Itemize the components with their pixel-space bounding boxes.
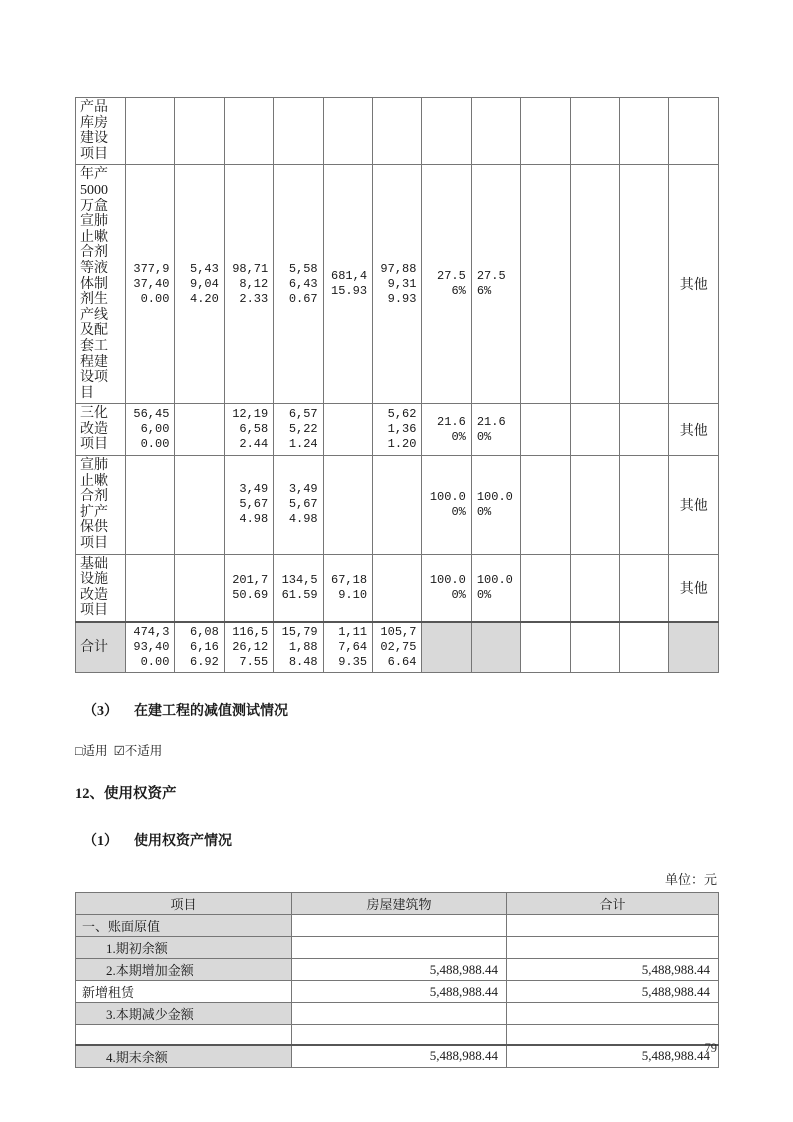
- amount-cell: [570, 165, 619, 404]
- amount-cell: 100.00%: [422, 456, 471, 555]
- rou-label-cell: 新增租赁: [76, 981, 292, 1003]
- amount-cell: [570, 98, 619, 165]
- funding-source-cell: 其他: [669, 456, 719, 555]
- project-name-cell: 产品库房建设项目: [76, 98, 126, 165]
- rou-value-cell: [507, 1003, 719, 1025]
- rou-value-cell: [507, 937, 719, 959]
- rou-value-cell: 5,488,988.44: [292, 959, 507, 981]
- amount-cell: [570, 404, 619, 456]
- amount-cell: [620, 165, 669, 404]
- rou-label-cell: [76, 1025, 292, 1045]
- amount-cell: [620, 554, 669, 622]
- amount-cell: 97,889,319.93: [373, 165, 422, 404]
- amount-cell: 100.00%: [471, 554, 520, 622]
- amount-cell: [373, 456, 422, 555]
- rou-value-cell: 5,488,988.44: [507, 981, 719, 1003]
- rou-row: [76, 937, 719, 959]
- heading-title: 使用权资产: [104, 786, 177, 802]
- funding-source-cell: 其他: [669, 165, 719, 404]
- rou-value-cell: [292, 915, 507, 937]
- heading-number: （3）: [83, 704, 118, 719]
- rou-value-cell: 5,488,988.44: [507, 1045, 719, 1068]
- rou-value-cell: [507, 1025, 719, 1045]
- amount-cell: 98,718,122.33: [224, 165, 273, 404]
- rou-value-cell: [292, 1003, 507, 1025]
- project-name-cell: 年产5000万盒宣肺止嗽合剂等液体制剂生产线及配套工程建设项目: [76, 165, 126, 404]
- amount-cell: [224, 98, 273, 165]
- rou-header-row: [76, 893, 719, 915]
- amount-cell: 15,791,888.48: [274, 622, 323, 673]
- amount-cell: [373, 98, 422, 165]
- funding-source-cell: 其他: [669, 404, 719, 456]
- amount-cell: 681,415.93: [323, 165, 372, 404]
- not-applicable-checkbox-checked: ☑不适用: [113, 744, 163, 758]
- heading-title: 使用权资产情况: [134, 834, 232, 849]
- amount-cell: [521, 165, 570, 404]
- rou-header-total: 合计: [507, 893, 719, 915]
- amount-cell: 6,086,166.92: [175, 622, 224, 673]
- amount-cell: [274, 98, 323, 165]
- amount-cell: 27.56%: [422, 165, 471, 404]
- rou-header-buildings: 房屋建筑物: [292, 893, 507, 915]
- amount-cell: 377,937,400.00: [126, 165, 175, 404]
- amount-cell: 100.00%: [471, 456, 520, 555]
- project-row: [76, 456, 719, 555]
- applicable-checkbox-unchecked: □适用: [75, 744, 108, 758]
- unit-label: 单位：元: [664, 872, 717, 887]
- amount-cell: 474,393,400.00: [126, 622, 175, 673]
- heading-number: （1）: [83, 834, 118, 849]
- amount-cell: [422, 622, 471, 673]
- amount-cell: [422, 98, 471, 165]
- amount-cell: [521, 554, 570, 622]
- funding-source-cell: [669, 622, 719, 673]
- project-name-cell: 宣肺止嗽合剂扩产保供项目: [76, 456, 126, 555]
- amount-cell: [323, 456, 372, 555]
- amount-cell: 3,495,674.98: [224, 456, 273, 555]
- amount-cell: [471, 622, 520, 673]
- rou-value-cell: 5,488,988.44: [507, 959, 719, 981]
- project-row: [76, 404, 719, 456]
- amount-cell: 3,495,674.98: [274, 456, 323, 555]
- rou-assets-heading: [75, 782, 719, 803]
- amount-cell: [175, 404, 224, 456]
- amount-cell: [570, 622, 619, 673]
- project-name-cell: 合计: [76, 622, 126, 673]
- amount-cell: [620, 456, 669, 555]
- project-name-cell: 三化改造项目: [76, 404, 126, 456]
- amount-cell: 21.60%: [471, 404, 520, 456]
- amount-cell: [175, 554, 224, 622]
- rou-header-item: 项目: [76, 893, 292, 915]
- amount-cell: 201,750.69: [224, 554, 273, 622]
- amount-cell: 5,621,361.20: [373, 404, 422, 456]
- amount-cell: [521, 622, 570, 673]
- project-row: [76, 165, 719, 404]
- amount-cell: [323, 404, 372, 456]
- amount-cell: [521, 98, 570, 165]
- amount-cell: 116,526,127.55: [224, 622, 273, 673]
- amount-cell: 100.00%: [422, 554, 471, 622]
- rou-row: [76, 981, 719, 1003]
- amount-cell: [373, 554, 422, 622]
- heading-title: 在建工程的减值测试情况: [134, 704, 288, 719]
- project-row: [76, 98, 719, 165]
- amount-cell: 12,196,582.44: [224, 404, 273, 456]
- amount-cell: 134,561.59: [274, 554, 323, 622]
- amount-cell: [175, 98, 224, 165]
- rou-value-cell: [292, 1025, 507, 1045]
- rou-value-cell: [507, 915, 719, 937]
- rou-row: [76, 1025, 719, 1045]
- project-name-cell: 基础设施改造项目: [76, 554, 126, 622]
- amount-cell: [620, 622, 669, 673]
- amount-cell: [521, 404, 570, 456]
- impairment-test-heading: [75, 700, 719, 720]
- amount-cell: [126, 456, 175, 555]
- amount-cell: 56,456,000.00: [126, 404, 175, 456]
- amount-cell: 6,575,221.24: [274, 404, 323, 456]
- amount-cell: 1,117,649.35: [323, 622, 372, 673]
- amount-cell: 105,702,756.64: [373, 622, 422, 673]
- amount-cell: [126, 98, 175, 165]
- funding-source-cell: [669, 98, 719, 165]
- amount-cell: 27.56%: [471, 165, 520, 404]
- heading-number: 12、: [75, 786, 104, 802]
- rou-value-cell: [292, 937, 507, 959]
- amount-cell: [323, 98, 372, 165]
- amount-cell: [126, 554, 175, 622]
- rou-row: [76, 1045, 719, 1068]
- applicability-line: [75, 741, 719, 759]
- amount-cell: [471, 98, 520, 165]
- funding-source-cell: 其他: [669, 554, 719, 622]
- amount-cell: [521, 456, 570, 555]
- rou-row: [76, 1003, 719, 1025]
- rou-assets-detail-heading: [75, 830, 719, 850]
- total-row: [76, 622, 719, 673]
- amount-cell: [570, 554, 619, 622]
- rou-value-cell: 5,488,988.44: [292, 1045, 507, 1068]
- rou-label-cell: 4.期末余额: [76, 1045, 292, 1068]
- construction-in-progress-table: [75, 97, 719, 673]
- amount-cell: [620, 404, 669, 456]
- project-row: [76, 554, 719, 622]
- amount-cell: 5,439,044.20: [175, 165, 224, 404]
- rou-value-cell: 5,488,988.44: [292, 981, 507, 1003]
- amount-cell: [620, 98, 669, 165]
- amount-cell: 67,189.10: [323, 554, 372, 622]
- rou-row: [76, 959, 719, 981]
- rou-row: [76, 915, 719, 937]
- amount-cell: 5,586,430.67: [274, 165, 323, 404]
- right-of-use-assets-table: [75, 892, 719, 1068]
- page-number: 79: [704, 1041, 717, 1055]
- rou-label-cell: 1.期初余额: [76, 937, 292, 959]
- rou-label-cell: 2.本期增加金额: [76, 959, 292, 981]
- rou-label-cell: 一、账面原值: [76, 915, 292, 937]
- amount-cell: 21.60%: [422, 404, 471, 456]
- amount-cell: [175, 456, 224, 555]
- rou-label-cell: 3.本期减少金额: [76, 1003, 292, 1025]
- amount-cell: [570, 456, 619, 555]
